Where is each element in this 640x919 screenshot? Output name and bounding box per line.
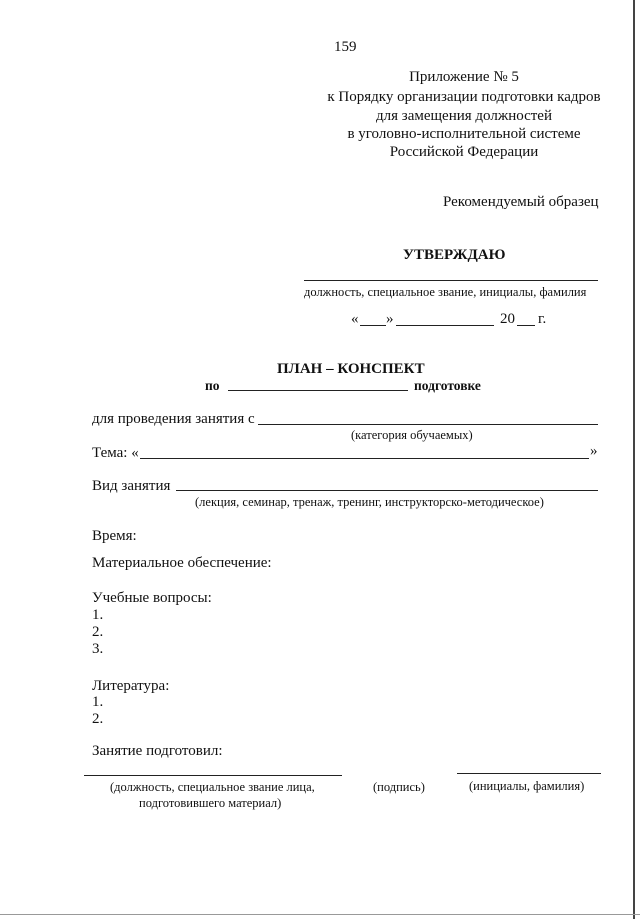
appendix-title: Приложение № 5 bbox=[409, 69, 519, 85]
appendix-line: для замещения должностей bbox=[376, 108, 552, 124]
questions-label: Учебные вопросы: bbox=[92, 590, 212, 606]
trainee-category-line bbox=[258, 424, 598, 425]
topic-quote-close: » bbox=[590, 443, 598, 459]
plan-podgotovke: подготовке bbox=[414, 378, 481, 393]
initials-surname-caption: (инициалы, фамилия) bbox=[469, 779, 585, 793]
question-item: 1. bbox=[92, 607, 104, 623]
preparer-position-caption: подготовившего материал) bbox=[139, 796, 282, 810]
literature-item: 2. bbox=[92, 711, 104, 727]
preparer-position-line bbox=[84, 775, 342, 776]
page-number: 159 bbox=[334, 39, 357, 55]
literature-item: 1. bbox=[92, 694, 104, 710]
date-year-line bbox=[517, 325, 535, 326]
plan-po: по bbox=[205, 378, 220, 393]
topic-line bbox=[140, 458, 589, 459]
signature-caption: (подпись) bbox=[373, 780, 425, 794]
date-day-line bbox=[360, 325, 386, 326]
date-year-prefix: 20 bbox=[500, 311, 515, 327]
appendix-line: в уголовно-исполнительной системе bbox=[347, 126, 581, 142]
approve-title: УТВЕРЖДАЮ bbox=[403, 247, 506, 263]
appendix-line: к Порядку организации подготовки кадров bbox=[327, 89, 601, 105]
plan-subject-line bbox=[228, 390, 408, 391]
material-label: Материальное обеспечение: bbox=[92, 555, 272, 571]
preparer-position-caption: (должность, специальное звание лица, bbox=[110, 780, 315, 794]
lesson-type-line bbox=[176, 490, 598, 491]
date-month-line bbox=[396, 325, 494, 326]
lesson-type-caption: (лекция, семинар, тренаж, тренинг, инструкторско-методическое) bbox=[195, 495, 544, 509]
scan-edge-line bbox=[633, 0, 635, 919]
literature-label: Литература: bbox=[92, 678, 170, 694]
question-item: 2. bbox=[92, 624, 104, 640]
trainee-category-caption: (категория обучаемых) bbox=[351, 428, 473, 442]
topic-label: Тема: « bbox=[92, 445, 139, 461]
conduct-label: для проведения занятия с bbox=[92, 411, 255, 427]
recommended-sample: Рекомендуемый образец bbox=[443, 194, 599, 210]
question-item: 3. bbox=[92, 641, 104, 657]
prepared-by-label: Занятие подготовил: bbox=[92, 743, 223, 759]
approver-signature-line bbox=[304, 280, 598, 281]
scan-edge-line bbox=[0, 914, 640, 915]
preparer-name-line bbox=[457, 773, 601, 774]
appendix-line: Российской Федерации bbox=[389, 144, 539, 160]
date-quote-close: » bbox=[386, 311, 394, 327]
approver-caption: должность, специальное звание, инициалы, фамилия bbox=[304, 285, 587, 299]
lesson-type-label: Вид занятия bbox=[92, 478, 171, 494]
plan-title: ПЛАН – КОНСПЕКТ bbox=[277, 361, 425, 377]
time-label: Время: bbox=[92, 528, 137, 544]
date-year-suffix: г. bbox=[538, 311, 547, 327]
date-quote-open: « bbox=[351, 311, 359, 327]
